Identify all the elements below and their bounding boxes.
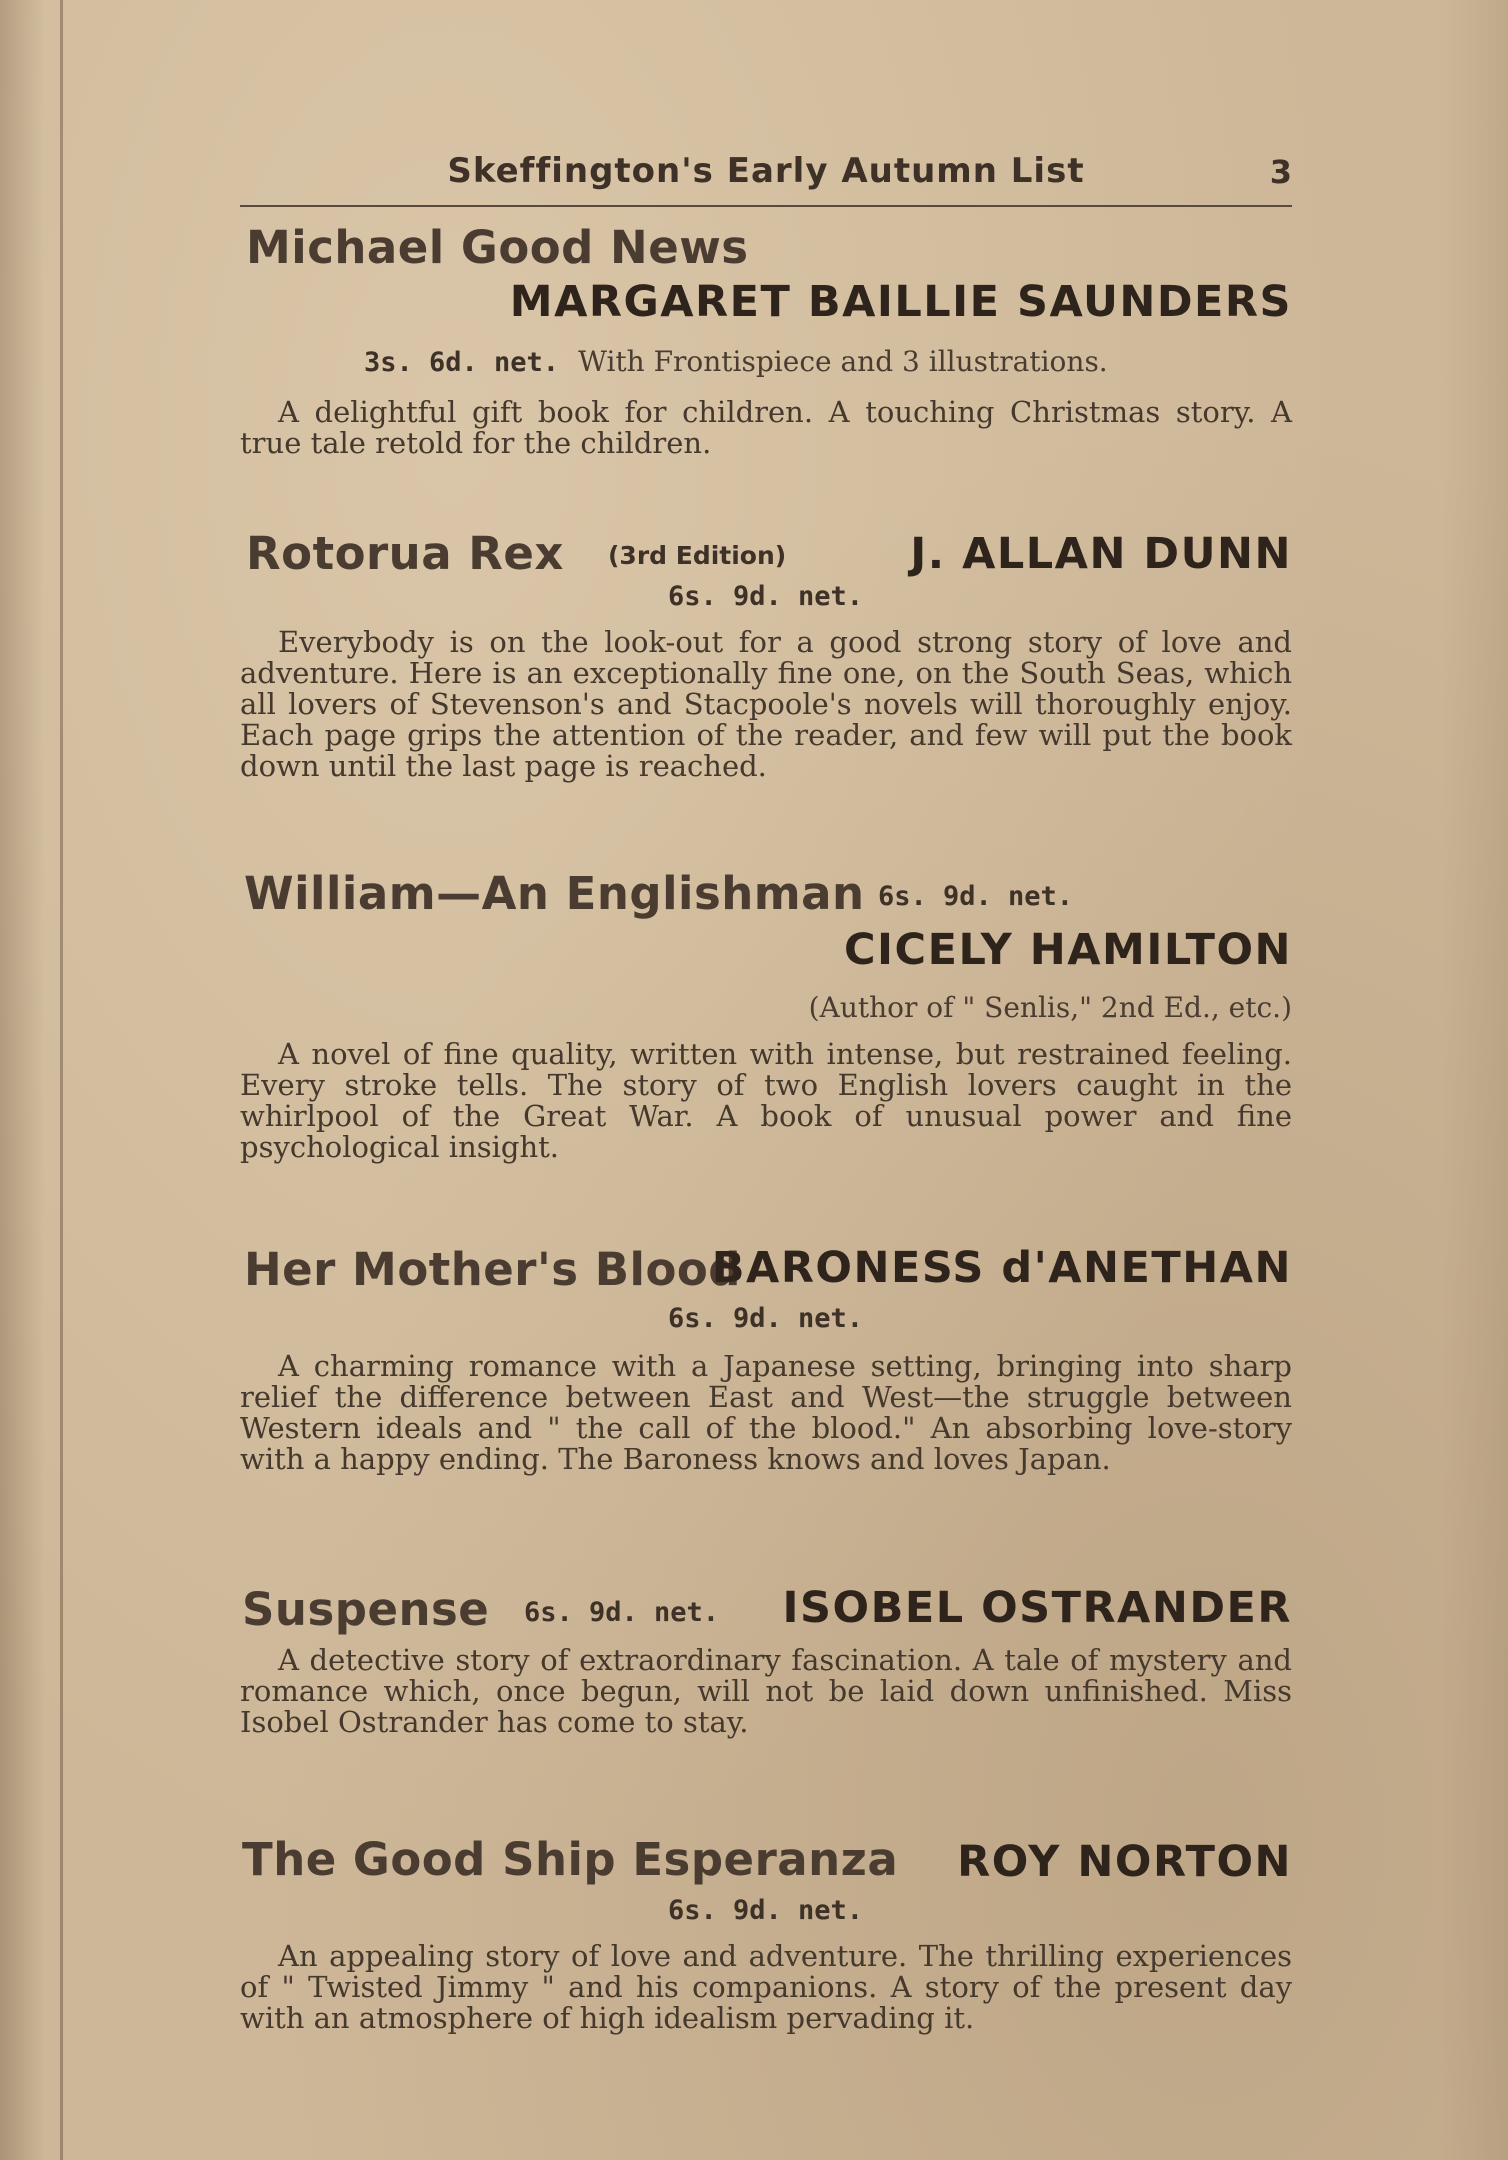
book-description: A delightful gift book for children. A touching Christmas story. A true tale retold for the children. <box>240 395 1292 460</box>
page-number: 3 <box>1269 153 1292 191</box>
book-price: 6s. 9d. net. <box>668 1895 864 1926</box>
book-spine-shadow <box>60 0 63 2160</box>
book-price: 6s. 9d. net. <box>878 881 1074 912</box>
book-price: 6s. 9d. net. <box>668 581 864 612</box>
book-note: (Author of " Senlis," 2nd Ed., etc.) <box>808 991 1292 1024</box>
book-price: 6s. 9d. net. <box>668 1303 864 1334</box>
book-description: A novel of fine quality, written with intense, but restrained feeling. Every stroke tells. The story of two English lovers caught in the whirlpool of the Great War. A book of unusual power and fine psychological insight. <box>240 1037 1292 1164</box>
book-author: CICELY HAMILTON <box>843 925 1292 975</box>
book-title: Michael Good News <box>246 221 749 274</box>
book-entry-william-an-englishman <box>240 867 1292 1183</box>
catalogue-page <box>240 145 1292 2063</box>
book-title: Suspense <box>242 1583 490 1636</box>
book-title: William—An Englishman <box>244 867 865 920</box>
book-entry-her-mothers-blood <box>240 1243 1292 1539</box>
book-entry-suspense <box>240 1583 1292 1777</box>
book-title: Her Mother's Blood <box>244 1243 741 1296</box>
book-author: MARGARET BAILLIE SAUNDERS <box>509 277 1292 327</box>
running-header <box>240 145 1292 207</box>
book-author: ISOBEL OSTRANDER <box>782 1583 1292 1633</box>
book-entry-rotorua-rex <box>240 527 1292 829</box>
book-author: ROY NORTON <box>957 1837 1292 1887</box>
book-description: An appealing story of love and adventure. The thrilling experiences of " Twisted Jimmy " and his companions. A story of the present day with an atmosphere of high idealism pervading it. <box>240 1939 1292 2035</box>
book-title: The Good Ship Esperanza <box>242 1833 899 1886</box>
book-entry-the-good-ship-esperanza <box>240 1833 1292 2063</box>
book-edition: (3rd Edition) <box>608 541 787 570</box>
book-price: 3s. 6d. net. <box>364 347 560 378</box>
book-entry-michael-good-news <box>240 221 1292 461</box>
book-price: 6s. 9d. net. <box>524 1597 720 1628</box>
book-description: A charming romance with a Japanese setting, bringing into sharp relief the difference between East and West—the struggle between Western ideals and " the call of the blood." An absorbing love-story with a happy ending. The Baroness knows and loves Japan. <box>240 1349 1292 1476</box>
book-author: BARONESS d'ANETHAN <box>711 1243 1292 1293</box>
price-line <box>364 345 1108 378</box>
book-description: Everybody is on the look-out for a good strong story of love and adventure. Here is an exceptionally fine one, on the South Seas, which all lovers of Stevenson's and Stacpoole's novels will thoroughly enjoy. Each page grips the attention of the reader, and few will put the book down until the last page is reached. <box>240 625 1292 783</box>
book-note: With Frontispiece and 3 illustrations. <box>578 345 1108 378</box>
running-title: Skeffington's Early Autumn List <box>447 151 1085 191</box>
book-title: Rotorua Rex <box>246 527 564 580</box>
book-author: J. ALLAN DUNN <box>910 529 1292 579</box>
book-description: A detective story of extraordinary fascination. A tale of mystery and romance which, once begun, will not be laid down unfinished. Miss Isobel Ostrander has come to stay. <box>240 1643 1292 1739</box>
